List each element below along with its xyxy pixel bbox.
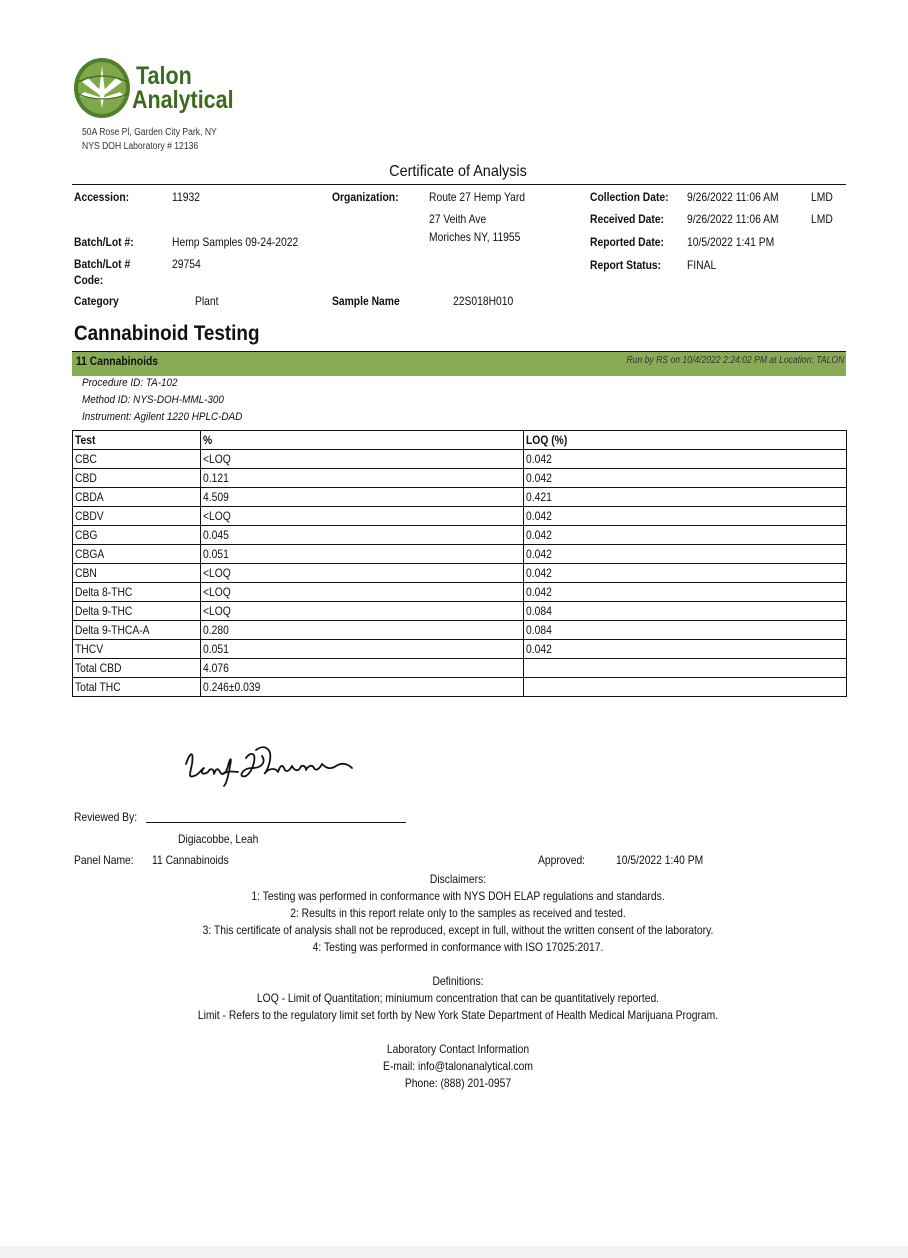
results-table xyxy=(72,430,847,697)
cell-loq: 0.042 xyxy=(524,469,847,488)
cell-loq xyxy=(524,678,847,697)
cell-percent: <LOQ xyxy=(201,507,524,526)
cell-loq: 0.042 xyxy=(524,507,847,526)
signature-icon xyxy=(180,738,370,788)
cell-test: Delta 9-THCA-A xyxy=(73,621,201,640)
lab-name-line1: Talon xyxy=(136,62,192,90)
definition-1: LOQ - Limit of Quantitation; miniumum concentration that can be quantitatively reported. xyxy=(256,991,660,1005)
cell-test: THCV xyxy=(73,640,201,659)
cell-percent: 0.051 xyxy=(201,545,524,564)
organization-city: Moriches NY, 11955 xyxy=(429,230,521,244)
organization-street: 27 Veith Ave xyxy=(429,212,487,226)
panel-name-value: 11 Cannabinoids xyxy=(152,853,229,867)
cell-percent: <LOQ xyxy=(201,583,524,602)
definition-2: Limit - Refers to the regulatory limit set forth by New York State Department of Health Medical Marijuana Program. xyxy=(197,1008,719,1022)
table-row xyxy=(73,469,847,488)
cell-test: CBGA xyxy=(73,545,201,564)
table-row xyxy=(73,659,847,678)
report-status-label: Report Status: xyxy=(590,258,662,272)
table-row xyxy=(73,583,847,602)
table-row xyxy=(73,602,847,621)
document-title: Certificate of Analysis xyxy=(389,163,527,180)
accession-label: Accession: xyxy=(74,190,130,204)
cell-percent: 0.246±0.039 xyxy=(201,678,524,697)
batch-code-label-2: Code: xyxy=(74,273,104,287)
table-header-row xyxy=(73,431,847,450)
cell-loq: 0.042 xyxy=(524,583,847,602)
table-row xyxy=(73,545,847,564)
disclaimer-4: 4: Testing was performed in conformance with ISO 17025:2017. xyxy=(312,940,604,954)
header-rule xyxy=(72,184,846,185)
table-row xyxy=(73,621,847,640)
cell-percent: 4.076 xyxy=(201,659,524,678)
definitions-title: Definitions: xyxy=(432,974,484,988)
section-title: Cannabinoid Testing xyxy=(74,322,260,345)
reviewed-by-label: Reviewed By: xyxy=(74,810,138,824)
collection-by: LMD xyxy=(811,190,833,204)
cell-loq: 0.042 xyxy=(524,640,847,659)
disclaimer-3: 3: This certificate of analysis shall not be reproduced, except in full, without the written consent of the laboratory. xyxy=(202,923,714,937)
received-by: LMD xyxy=(811,212,833,226)
batch-code-value: 29754 xyxy=(172,257,201,271)
table-row xyxy=(73,678,847,697)
disclaimer-2: 2: Results in this report relate only to the samples as received and tested. xyxy=(290,906,626,920)
cell-test: CBDV xyxy=(73,507,201,526)
lab-address-block xyxy=(82,126,217,154)
accession-value: 11932 xyxy=(172,190,200,204)
cell-percent: 0.045 xyxy=(201,526,524,545)
panel-name: 11 Cannabinoids xyxy=(76,354,159,368)
cell-percent: 0.051 xyxy=(201,640,524,659)
batch-label: Batch/Lot #: xyxy=(74,235,134,249)
approved-label: Approved: xyxy=(538,853,586,867)
method-id: Method ID: NYS-DOH-MML-300 xyxy=(82,394,224,406)
cell-percent: 0.121 xyxy=(201,469,524,488)
cell-loq: 0.042 xyxy=(524,526,847,545)
header-percent: % xyxy=(201,431,524,450)
organization-name: Route 27 Hemp Yard xyxy=(429,190,525,204)
cell-test: CBC xyxy=(73,450,201,469)
reported-date-label: Reported Date: xyxy=(590,235,664,249)
category-value: Plant xyxy=(195,294,219,308)
reported-date-value: 10/5/2022 1:41 PM xyxy=(687,235,775,249)
cell-test: CBD xyxy=(73,469,201,488)
cell-percent: <LOQ xyxy=(201,450,524,469)
report-status-value: FINAL xyxy=(687,258,717,272)
received-date-label: Received Date: xyxy=(590,212,665,226)
page-bottom-edge xyxy=(0,1246,908,1258)
cell-loq: 0.042 xyxy=(524,545,847,564)
contact-phone: Phone: (888) 201-0957 xyxy=(404,1076,512,1090)
cell-percent: 4.509 xyxy=(201,488,524,507)
signature-line xyxy=(146,822,406,823)
run-info: Run by RS on 10/4/2022 2:24:02 PM at Location: TALON xyxy=(626,355,844,366)
lab-address: 50A Rose Pl, Garden City Park, NY xyxy=(82,127,217,138)
cell-percent: 0.280 xyxy=(201,621,524,640)
sample-name-label: Sample Name xyxy=(332,294,400,308)
lab-name-line2: Analytical xyxy=(132,86,234,114)
cell-loq: 0.084 xyxy=(524,621,847,640)
cell-loq: 0.084 xyxy=(524,602,847,621)
table-row xyxy=(73,507,847,526)
contact-email[interactable]: E-mail: info@talonanalytical.com xyxy=(383,1059,533,1073)
header-loq: LOQ (%) xyxy=(524,431,847,450)
contact-title: Laboratory Contact Information xyxy=(386,1042,530,1056)
approved-date: 10/5/2022 1:40 PM xyxy=(616,853,704,867)
disclaimer-1: 1: Testing was performed in conformance with NYS DOH ELAP regulations and standards. xyxy=(251,889,665,903)
batch-value: Hemp Samples 09-24-2022 xyxy=(172,235,299,249)
table-row xyxy=(73,640,847,659)
cell-percent: <LOQ xyxy=(201,602,524,621)
cell-test: Total CBD xyxy=(73,659,201,678)
header-test: Test xyxy=(73,431,201,450)
cell-percent: <LOQ xyxy=(201,564,524,583)
cell-test: CBN xyxy=(73,564,201,583)
cell-loq: 0.042 xyxy=(524,564,847,583)
collection-date-value: 9/26/2022 11:06 AM xyxy=(687,190,779,204)
cell-loq: 0.042 xyxy=(524,450,847,469)
cell-test: Delta 9-THC xyxy=(73,602,201,621)
talon-logo-icon xyxy=(72,52,138,122)
collection-date-label: Collection Date: xyxy=(590,190,669,204)
cell-loq: 0.421 xyxy=(524,488,847,507)
batch-code-label: Batch/Lot # xyxy=(74,257,131,271)
panel-name-label: Panel Name: xyxy=(74,853,134,867)
instrument: Instrument: Agilent 1220 HPLC-DAD xyxy=(82,411,243,423)
cell-test: CBDA xyxy=(73,488,201,507)
received-date-value: 9/26/2022 11:06 AM xyxy=(687,212,779,226)
table-row xyxy=(73,526,847,545)
organization-label: Organization: xyxy=(332,190,399,204)
table-row xyxy=(73,564,847,583)
category-label: Category xyxy=(74,294,119,308)
disclaimers-title: Disclaimers: xyxy=(429,872,487,886)
cell-loq xyxy=(524,659,847,678)
table-row xyxy=(73,488,847,507)
lab-license: NYS DOH Laboratory # 12136 xyxy=(82,141,199,152)
cell-test: Delta 8-THC xyxy=(73,583,201,602)
table-row xyxy=(73,450,847,469)
reviewer-name: Digiacobbe, Leah xyxy=(178,832,259,846)
cell-test: CBG xyxy=(73,526,201,545)
sample-name-value: 22S018H010 xyxy=(453,294,514,308)
procedure-id: Procedure ID: TA-102 xyxy=(82,377,178,389)
cell-test: Total THC xyxy=(73,678,201,697)
